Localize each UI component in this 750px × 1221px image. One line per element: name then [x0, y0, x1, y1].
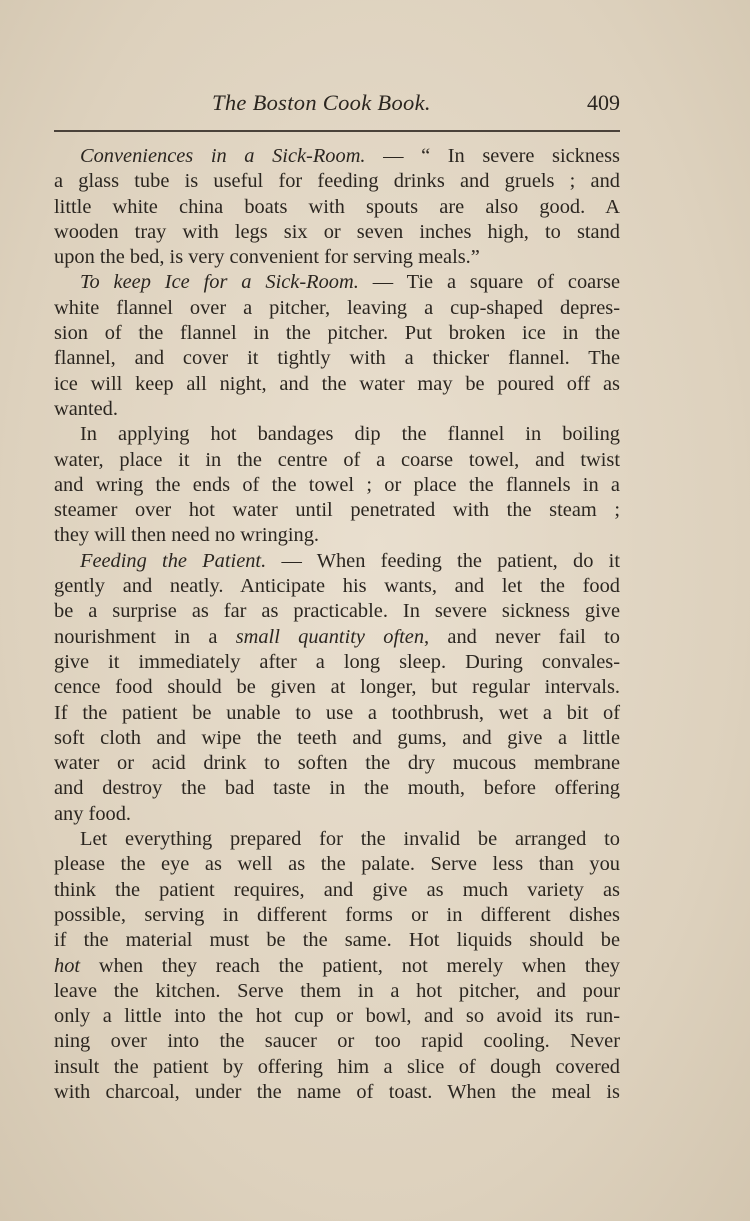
text-line: upon the bed, is very convenient for serving meals.” — [54, 246, 480, 269]
text-line: flannel, and cover it tightly with a thicker flannel. The — [54, 347, 620, 370]
text-line: Let everything prepared for the invalid be arranged to — [80, 828, 620, 851]
text-line: steamer over hot water until penetrated with the steam ; — [54, 499, 620, 522]
section-heading: To keep Ice for a Sick-Room. — [80, 271, 359, 294]
text-line: think the patient requires, and give as much variety as — [54, 878, 620, 901]
text-line: water or acid drink to soften the dry mucous membrane — [54, 752, 620, 775]
text-line: give it immediately after a long sleep. During convales- — [54, 650, 620, 673]
text-line: ning over into the saucer or too rapid cooling. Never — [54, 1030, 620, 1053]
page-header — [54, 90, 620, 124]
text-line: possible, serving in different forms or in different dishes — [54, 903, 620, 926]
text-line: gently and neatly. Anticipate his wants, and let the food — [54, 575, 620, 598]
text-line: with charcoal, under the name of toast. When the meal is — [54, 1080, 620, 1103]
text-line: Conveniences in a Sick-Room. — “ In severe sickness — [80, 145, 620, 167]
emphasis-text: small quantity often — [235, 625, 425, 648]
text-line: In applying hot bandages dip the flannel in boiling — [80, 423, 620, 446]
text-line: cence food should be given at longer, but regular intervals. — [54, 676, 620, 699]
text-line: and wring the ends of the towel ; or place the flannels in a — [54, 473, 620, 496]
text-line: wooden tray with legs six or seven inches high, to stand — [54, 220, 620, 243]
text-line: To keep Ice for a Sick-Room. — Tie a square of coarse — [80, 271, 620, 294]
text-line: water, place it in the centre of a coarse towel, and twist — [54, 448, 620, 471]
text-line: ice will keep all night, and the water may be poured off as — [54, 372, 620, 395]
text-line: leave the kitchen. Serve them in a hot pitcher, and pour — [54, 979, 620, 1002]
text-line: and destroy the bad taste in the mouth, before offering — [54, 777, 620, 800]
text-line: wanted. — [54, 397, 118, 420]
text-line: white flannel over a pitcher, leaving a cup-shaped depres- — [54, 296, 620, 319]
text-line: hot when they reach the patient, not merely when they — [54, 954, 620, 977]
text-line: they will then need no wringing. — [54, 524, 320, 547]
text-line: If the patient be unable to use a toothbrush, wet a bit of — [54, 701, 620, 724]
text-line: only a little into the hot cup or bowl, and so avoid its run- — [54, 1005, 620, 1028]
text-line: a glass tube is useful for feeding drinks and gruels ; and — [54, 170, 620, 193]
text-line: if the material must be the same. Hot liquids should be — [54, 929, 620, 952]
text-line: please the eye as well as the palate. Serve less than you — [54, 853, 620, 876]
section-heading: Conveniences in a Sick-Room. — [80, 145, 366, 167]
text-line: nourishment in a small quantity often, and never fail to — [54, 625, 620, 648]
section-heading: Feeding the Patient. — [80, 549, 267, 572]
text-line: Feeding the Patient. — When feeding the patient, do it — [80, 549, 620, 572]
running-title: The Boston Cook Book. — [212, 90, 431, 115]
text-line: soft cloth and wipe the teeth and gums, and give a little — [54, 726, 620, 749]
text-line: be a surprise as far as practicable. In severe sickness give — [54, 600, 620, 623]
emphasis-text: hot — [54, 954, 81, 977]
text-line: sion of the flannel in the pitcher. Put broken ice in the — [54, 322, 620, 345]
body-text — [54, 144, 620, 1105]
text-line: any food. — [54, 802, 132, 825]
header-rule — [54, 130, 620, 132]
page-number: 409 — [587, 90, 620, 115]
text-line: little white china boats with spouts are also good. A — [54, 195, 620, 218]
text-line: insult the patient by offering him a slice of dough covered — [54, 1055, 620, 1078]
